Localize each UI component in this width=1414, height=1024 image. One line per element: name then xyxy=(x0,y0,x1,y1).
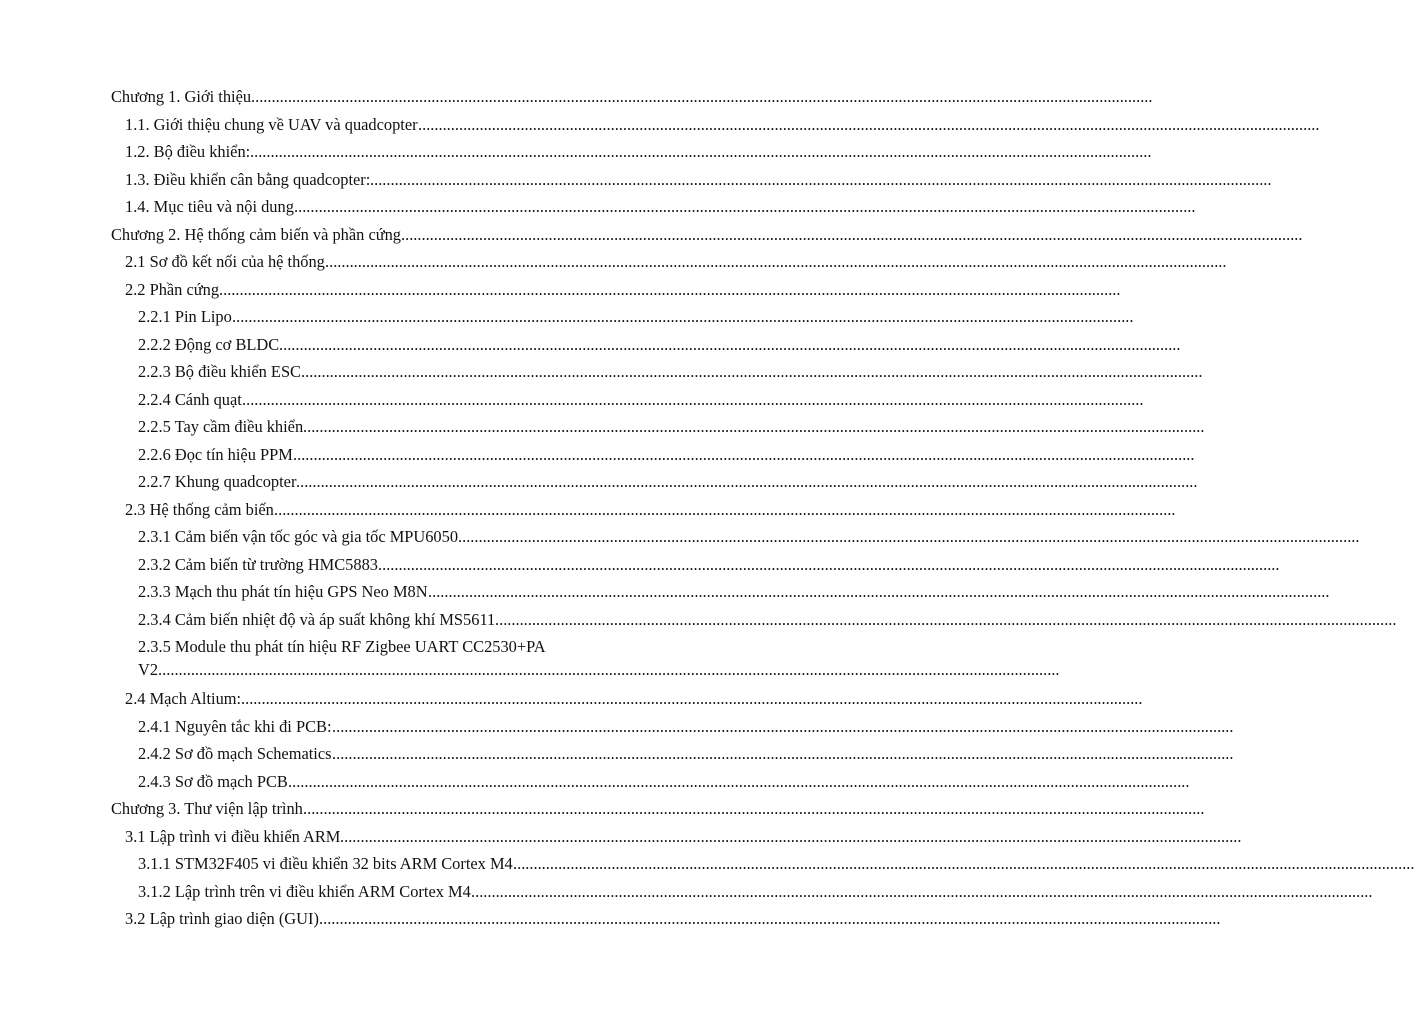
toc-entry-title: Chương 3. Thư viện lập trình xyxy=(111,799,303,818)
dot-leader: ............................................................................................................................................................................................................................ xyxy=(332,744,1234,763)
dot-leader: ............................................................................................................................................................................................................................ xyxy=(296,472,1198,491)
toc-entry[interactable] xyxy=(0,795,1205,823)
toc-entry[interactable] xyxy=(0,83,1153,111)
dot-leader: ............................................................................................................................................................................................................................ xyxy=(378,554,1280,574)
toc-entry[interactable] xyxy=(0,413,1205,441)
toc-entry[interactable] xyxy=(0,523,1360,551)
toc-entry-title: 2.3.5 Module thu phát tín hiệu RF Zigbee UART CC2530+PA xyxy=(138,637,546,656)
toc-entry[interactable] xyxy=(0,768,1190,796)
toc-entry-title: 2.3.1 Cảm biến vận tốc góc và gia tốc MPU6050 xyxy=(138,527,459,546)
toc-entry[interactable] xyxy=(0,248,1227,276)
dot-leader: ............................................................................................................................................................................................................................ xyxy=(319,909,1221,928)
toc-entry[interactable] xyxy=(0,850,1414,878)
toc-entry-title: 2.2.7 Khung quadcopter xyxy=(138,472,297,491)
toc-entry-title: 2.4.3 Sơ đồ mạch PCB xyxy=(138,771,288,791)
toc-entry[interactable] xyxy=(0,138,1152,166)
toc-entry[interactable] xyxy=(0,905,1221,933)
dot-leader: ............................................................................................................................................................................................................................ xyxy=(251,87,1153,106)
dot-leader: ............................................................................................................................................................................................................................ xyxy=(325,252,1227,271)
toc-entry[interactable] xyxy=(0,878,1373,906)
toc-entry-title: 2.3.3 Mạch thu phát tín hiệu GPS Neo M8N xyxy=(138,582,428,601)
dot-leader: ............................................................................................................................................................................................................................ xyxy=(294,197,1196,216)
table-of-contents xyxy=(0,83,1414,933)
toc-entry[interactable] xyxy=(0,468,1198,496)
toc-entry-title: 1.4. Mục tiêu và nội dung xyxy=(125,197,294,216)
toc-entry-title: 2.4.2 Sơ đồ mạch Schematics xyxy=(138,744,332,763)
dot-leader: ............................................................................................................................................................................................................................ xyxy=(293,444,1195,464)
toc-entry-title-continued: V2 xyxy=(138,660,159,679)
toc-entry[interactable] xyxy=(0,166,1272,194)
dot-leader: ............................................................................................................................................................................................................................ xyxy=(303,799,1205,818)
dot-leader: ............................................................................................................................................................................................................................ xyxy=(340,826,1242,846)
toc-entry[interactable] xyxy=(0,386,1144,414)
dot-leader: ............................................................................................................................................................................................................................ xyxy=(158,660,1060,679)
dot-leader: ............................................................................................................................................................................................................................ xyxy=(458,527,1360,546)
toc-entry[interactable] xyxy=(0,496,1176,524)
toc-entry-title: 1.2. Bộ điều khiển: xyxy=(125,142,251,161)
toc-entry[interactable] xyxy=(0,740,1234,768)
toc-entry-title: 1.3. Điều khiển cân bằng quadcopter: xyxy=(125,169,371,189)
dot-leader: ............................................................................................................................................................................................................................ xyxy=(332,716,1234,736)
toc-entry-title: 2.2.2 Động cơ BLDC xyxy=(138,334,280,354)
dot-leader: ............................................................................................................................................................................................................................ xyxy=(219,279,1121,299)
toc-entry[interactable] xyxy=(0,221,1303,249)
toc-entry-title: 2.3 Hệ thống cảm biến xyxy=(125,499,274,519)
dot-leader: ............................................................................................................................................................................................................................ xyxy=(301,362,1203,381)
dot-leader: ............................................................................................................................................................................................................................ xyxy=(471,881,1373,901)
toc-entry-title: 1.1. Giới thiệu chung về UAV và quadcopter xyxy=(125,114,418,134)
toc-entry[interactable] xyxy=(0,685,1143,713)
toc-entry-title: 2.2.4 Cánh quạt xyxy=(138,389,242,409)
toc-entry[interactable] xyxy=(0,578,1330,606)
toc-entry[interactable] xyxy=(0,606,1397,634)
toc-entry-title: 3.1.2 Lập trình trên vi điều khiển ARM Cortex M4 xyxy=(138,881,471,901)
toc-entry-title: Chương 2. Hệ thống cảm biến và phần cứng xyxy=(111,224,401,244)
toc-entry-title: 2.1 Sơ đồ kết nối của hệ thống xyxy=(125,252,325,271)
toc-entry-title: 2.3.4 Cảm biến nhiệt độ và áp suất không khí MS5611 xyxy=(138,609,496,629)
toc-entry-title: 2.3.2 Cảm biến từ trường HMC5883 xyxy=(138,554,378,574)
toc-entry-title: 2.4 Mạch Altium: xyxy=(125,689,242,708)
dot-leader: ............................................................................................................................................................................................................................ xyxy=(241,689,1143,708)
dot-leader: ............................................................................................................................................................................................................................ xyxy=(242,389,1144,409)
dot-leader: ............................................................................................................................................................................................................................ xyxy=(274,499,1176,519)
toc-entry-title: 2.2.5 Tay cầm điều khiển xyxy=(138,417,304,436)
toc-entry[interactable] xyxy=(0,441,1195,469)
dot-leader: ............................................................................................................................................................................................................................ xyxy=(250,142,1152,161)
dot-leader: ............................................................................................................................................................................................................................ xyxy=(428,582,1330,601)
dot-leader: ............................................................................................................................................................................................................................ xyxy=(232,307,1134,326)
dot-leader: ............................................................................................................................................................................................................................ xyxy=(279,334,1181,354)
dot-leader: ............................................................................................................................................................................................................................ xyxy=(303,417,1205,436)
toc-entry-title: 2.2.1 Pin Lipo xyxy=(138,307,232,326)
toc-entry[interactable] xyxy=(0,193,1196,221)
toc-entry-title: 2.2 Phần cứng xyxy=(125,279,220,299)
toc-entry-title: 2.2.3 Bộ điều khiển ESC xyxy=(138,362,301,381)
dot-leader: ............................................................................................................................................................................................................................ xyxy=(495,609,1397,629)
dot-leader: ............................................................................................................................................................................................................................ xyxy=(401,224,1303,244)
toc-entry[interactable] xyxy=(0,713,1234,741)
dot-leader: ............................................................................................................................................................................................................................ xyxy=(513,854,1414,873)
toc-entry-title: 2.2.6 Đọc tín hiệu PPM xyxy=(138,444,293,464)
toc-entry-title: 2.4.1 Nguyên tắc khi đi PCB: xyxy=(138,716,332,736)
dot-leader: ............................................................................................................................................................................................................................ xyxy=(370,169,1272,189)
toc-entry[interactable] xyxy=(0,358,1203,386)
toc-entry-title: 3.1 Lập trình vi điều khiển ARM xyxy=(125,826,341,846)
toc-entry-title: Chương 1. Giới thiệu xyxy=(111,87,252,106)
toc-entry[interactable] xyxy=(0,633,1060,685)
toc-entry[interactable] xyxy=(0,276,1121,304)
toc-entry-title: 3.1.1 STM32F405 vi điều khiển 32 bits ARM Cortex M4 xyxy=(138,854,513,873)
toc-entry[interactable] xyxy=(0,331,1181,359)
toc-entry[interactable] xyxy=(0,111,1320,139)
toc-entry[interactable] xyxy=(0,823,1242,851)
toc-entry[interactable] xyxy=(0,303,1134,331)
dot-leader: ............................................................................................................................................................................................................................ xyxy=(288,771,1190,791)
dot-leader: ............................................................................................................................................................................................................................ xyxy=(418,114,1320,134)
toc-entry[interactable] xyxy=(0,551,1280,579)
toc-entry-title: 3.2 Lập trình giao diện (GUI) xyxy=(125,909,319,928)
